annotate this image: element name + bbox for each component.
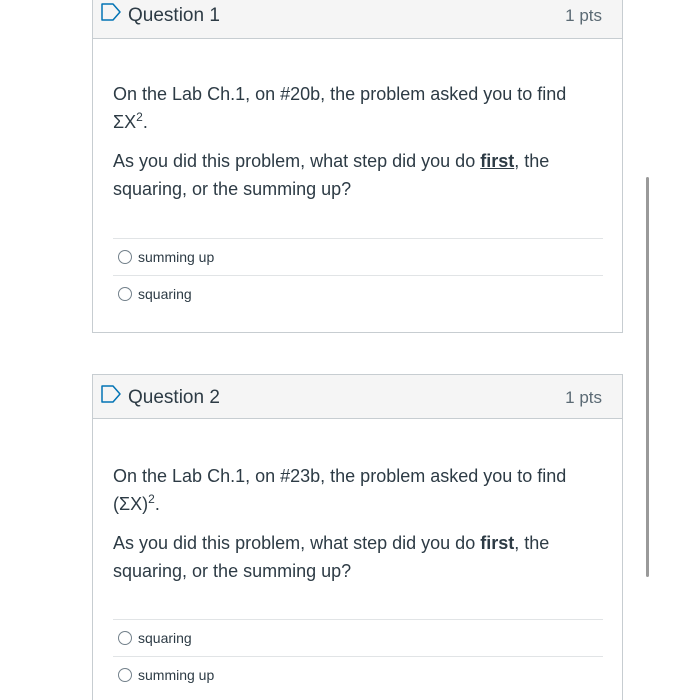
answer-label[interactable]: squaring	[138, 286, 192, 302]
question-1-instruction	[113, 147, 603, 203]
radio-button-icon[interactable]	[118, 631, 132, 645]
question-2-exponent: 2	[148, 492, 155, 506]
question-2-points: 1 pts	[565, 388, 602, 407]
answer-label[interactable]: squaring	[138, 630, 192, 646]
question-1-answers	[113, 238, 603, 313]
answer-option[interactable]	[113, 620, 603, 657]
answer-label[interactable]: summing up	[138, 249, 215, 265]
answer-label[interactable]: summing up	[138, 667, 215, 683]
question-2-prompt-text: On the Lab Ch.1, on #23b, the problem asked you to find	[113, 466, 567, 486]
question-2-prompt-period: .	[154, 494, 160, 514]
radio-button-icon[interactable]	[118, 287, 132, 301]
question-1-instruction-end: , the squaring, or the summing up?	[113, 151, 550, 199]
radio-button-icon[interactable]	[118, 668, 132, 682]
flag-question-icon[interactable]	[101, 3, 121, 21]
question-1-emphasis: first	[480, 151, 515, 171]
question-2-instruction-end: , the squaring, or the summing up?	[113, 533, 550, 581]
question-1-title: Question 1	[128, 5, 220, 26]
question-2-instruction	[113, 529, 603, 585]
question-2-header	[93, 375, 622, 419]
question-1-instruction-text: As you did this problem, what step did you do	[113, 151, 481, 171]
question-1-card	[92, 0, 623, 333]
question-1-expression: ΣX	[113, 112, 137, 132]
answer-option[interactable]	[113, 239, 603, 276]
question-2-instruction-text: As you did this problem, what step did you do	[113, 533, 481, 553]
radio-button-icon[interactable]	[118, 250, 132, 264]
question-2-expression: (ΣX)	[113, 494, 149, 514]
question-1-prompt-period: .	[142, 112, 148, 132]
question-2-emphasis: first	[480, 533, 515, 553]
question-2-card	[92, 374, 623, 700]
question-2-answers	[113, 619, 603, 694]
answer-option[interactable]	[113, 657, 603, 694]
answer-option[interactable]	[113, 276, 603, 313]
question-1-points: 1 pts	[565, 6, 602, 25]
question-1-header	[93, 0, 622, 39]
flag-question-icon[interactable]	[101, 385, 121, 403]
question-1-prompt	[113, 80, 603, 136]
page-scrollbar[interactable]	[646, 177, 649, 577]
question-1-prompt-text: On the Lab Ch.1, on #20b, the problem asked you to find	[113, 84, 567, 104]
question-2-text	[113, 462, 603, 585]
question-1-text	[113, 80, 603, 203]
question-2-prompt	[113, 462, 603, 518]
question-1-exponent: 2	[136, 110, 143, 124]
question-2-title: Question 2	[128, 387, 220, 408]
